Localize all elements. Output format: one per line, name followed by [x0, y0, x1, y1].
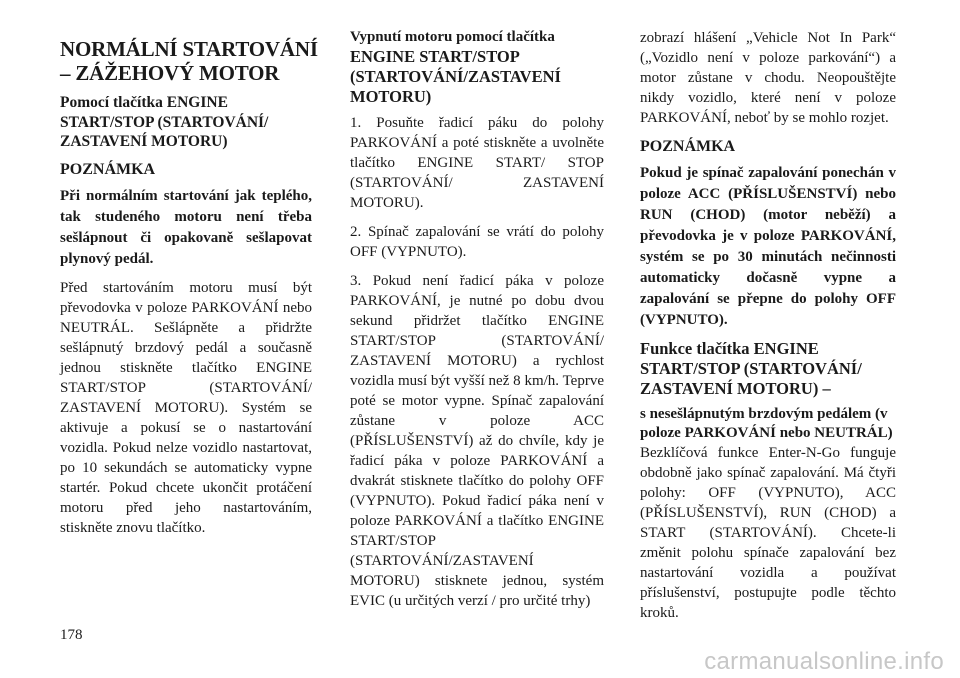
note-heading: POZNÁMKA: [60, 160, 156, 178]
subheading: Pomocí tlačítka ENGINE START/STOP (STARTOVÁNÍ/ ZASTAVENÍ MOTORU): [60, 94, 269, 150]
step-3: 3. Pokud není řadicí páka v poloze PARKOVÁNÍ, je nutné po dobu dvou sekund přidržet tlačítko ENGINE START/STOP (STARTOVÁNÍ/ ZASTAVENÍ MOTORU) a rychlost vozidla musí být vyšší než 8 km/h. Teprve poté se motor vypne. Spínač zapalování zůstane v poloze ACC (PŘÍSLUŠENSTVÍ) až do chvíle, kdy je řadicí páka v poloze PARKOVÁNÍ a dvakrát stisknete tlačítko do polohy OFF (VYPNUTO). Pokud řadicí páka není v poloze PARKOVÁNÍ a tlačítko ENGINE START/STOP (STARTOVÁNÍ/ZASTAVENÍ MOTORU) stisknete jednou, systém EVIC (u určitých verzí / pro určité trhy): [350, 273, 604, 609]
body-paragraph: Bezklíčová funkce Enter-N-Go funguje obdobně jako spínač zapalování. Má čtyři polohy: OFF (VYPNUTO), ACC (PŘÍSLUŠENSTVÍ), RUN (CHOD) a START (STARTOVÁNÍ). Chcete-li změnit polohu spínače zapalování bez nastartování vozidla a používat příslušenství, postupujte podle těchto kroků.: [640, 445, 896, 621]
column-2: [350, 28, 604, 620]
step-2: 2. Spínač zapalování se vrátí do polohy OFF (VYPNUTO).: [350, 224, 604, 260]
section-title-line-1: NORMÁLNÍ STARTOVÁNÍ: [60, 37, 318, 61]
watermark: carmanualsonline.info: [704, 648, 944, 675]
page-number: 178: [60, 627, 83, 643]
subheading-small: Vypnutí motoru pomocí tlačítka: [350, 29, 555, 45]
column-3: [640, 28, 896, 632]
section-title: [60, 37, 318, 85]
column-1: [60, 28, 318, 547]
subheading-large: Funkce tlačítka ENGINE START/STOP (STARTOVÁNÍ/ ZASTAVENÍ MOTORU) –: [640, 339, 862, 398]
step-1: 1. Posuňte řadicí páku do polohy PARKOVÁNÍ a poté stiskněte a uvolněte tlačítko ENGINE START/ STOP (STARTOVÁNÍ/ ZASTAVENÍ MOTORU).: [350, 115, 604, 211]
note-heading: POZNÁMKA: [640, 138, 736, 155]
continued-paragraph: zobrazí hlášení „Vehicle Not In Park“ („Vozidlo není v poloze parkování“) a motor zůstane v chodu. Neopouštějte nikdy vozidlo, které není v poloze PARKOVÁNÍ, neboť by se mohlo rozjet.: [640, 30, 896, 126]
subheading-large: ENGINE START/STOP (STARTOVÁNÍ/ZASTAVENÍ MOTORU): [350, 47, 561, 106]
note-text: Pokud je spínač zapalování ponechán v poloze ACC (PŘÍSLUŠENSTVÍ) nebo RUN (CHOD) (motor neběží) a převodovka je v poloze PARKOVÁNÍ, systém se po 30 minutách nečinnosti automaticky dočasně vypne a zapalování se přepne do polohy OFF (VYPNUTO).: [640, 165, 896, 328]
note-text: Při normálním startování jak teplého, tak studeného motoru není třeba sešlápnout či opakovaně sešlapovat plynový pedál.: [60, 187, 312, 267]
body-paragraph: Před startováním motoru musí být převodovka v poloze PARKOVÁNÍ nebo NEUTRÁL. Sešlápněte a přidržte sešlápnutý brzdový pedál a současně jednou stiskněte tlačítko ENGINE START/STOP (STARTOVÁNÍ/ ZASTAVENÍ MOTORU). Systém se aktivuje a pokusí se o nastartování vozidla. Pokud nelze vozidlo nastartovat, po 10 sekundách se automaticky vypne startér. Pokud chcete ukončit protáčení motoru před jeho nastartováním, stiskněte znovu tlačítko.: [60, 279, 312, 536]
section-title-line-2: – ZÁŽEHOVÝ MOTOR: [60, 61, 280, 85]
subheading-small: s nesešlápnutým brzdovým pedálem (v poloze PARKOVÁNÍ nebo NEUTRÁL): [640, 406, 893, 441]
